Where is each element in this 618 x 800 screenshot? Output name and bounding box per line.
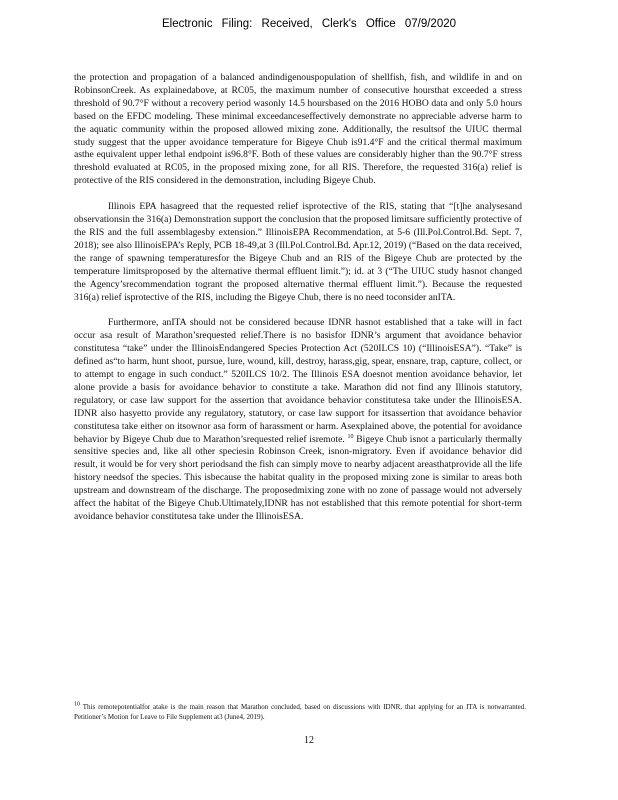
filing-header: Electronic Filing: Received, Clerk's Office 07/9/2020 (161, 18, 457, 30)
paragraph-3-text-after: Bigeye Chub isnot a particularly thermally sensitive species and, like all other speciesin Robinson Creek, isnon-migratory. Even if avoidance behavior did result, it would be for very short periodsand the fish can simply move to nearby adjacent areasthatprovide all the life history needsof the species. This isbecause the habitat quality in the proposed mixing zone is similar to areas both upstream and downstream of the discharge. The proposedmixing zone with no zone of passage would not adversely affect the habitat of the Bigeye Chub.Ultimately,IDNR has not established that this remote potential for short-term avoidance behavior constitutesa take under the IllinoisESA. (74, 433, 522, 522)
paragraph-1: the protection and propagation of a balanced andindigenouspopulation of shellfish, fish, and wildlife in and on RobinsonCreek. As explainedabove, at RC05, the maximum number of consecutive hoursthat exceeded a stress threshold of 90.7°F without a recovery period wasonly 14.5 hoursbased on the 2016 HOBO data and only 5.0 hours based on the EFDC modeling. These minimal exceedanceseffectively demonstrate no appreciable adverse harm to the aquatic community within the proposed allowed mixing zone. Additionally, the resultsof the UIUC thermal study suggest that the upper avoidance temperature for Bigeye Chub is91.4°F and the critical thermal maximum asthe equivalent upper lethal endpoint is96.8°F. Both of these values are considerably higher than the 90.7°F stress threshold evaluated at RC05, in the proposed mixing zone, for all RIS. Therefore, the requested 316(a) relief is protective of the RIS considered in the demonstration, including Bigeye Chub. (74, 72, 522, 187)
document-body (74, 72, 522, 537)
footnote-number: 10 (74, 701, 80, 708)
footnote-reference[interactable]: 10 (347, 433, 354, 440)
page-number: 12 (304, 735, 314, 746)
footnote (74, 702, 526, 722)
paragraph-2: Illinois EPA hasagreed that the requested relief isprotective of the RIS, stating that “[t]he analysesand observationsin the 316(a) Demonstration support the conclusion that the proposed limitsare sufficiently protective of the RIS and the full assemblagesby extension.” IllinoisEPA Recommendation, at 5-6 (Ill.Pol.Control.Bd. Sept. 7, 2018); see also IllinoisEPA’s Reply, PCB 18-49,at 3 (Ill.Pol.Control.Bd. Apr.12, 2019) (“Based on the data received, the range of spawning temperaturesfor the Bigeye Chub and an RIS of the Bigeye Chub are protected by the temperature limitsproposed by the alternative thermal effluent limit.”); id. at 3 (“The UIUC study hasnot changed the Agency’srecommendation togrant the proposed alternative thermal effluent limit.”). Because the requested 316(a) relief isprotective of the RIS, including the Bigeye Chub, there is no need toconsider anITA. (74, 201, 522, 303)
footnote-text: This remotepotentialfor atake is the main reason that Marathon concluded, based on discussions with IDNR, that applying for an ITA is notwarranted. Petitioner’s Motion for Leave to File Supplement at3 (June4, 2019). (74, 703, 526, 721)
paragraph-3-text: Furthermore, anITA should not be considered because IDNR hasnot established that a take will in fact occur asa result of Marathon’srequested relief.There is no basisfor IDNR’s argument that avoidance behavior constitutesa “take” under the IllinoisEndangered Species Protection Act (520ILCS 10) (“IllinoisESA”). “Take” is defined as“to harm, hunt shoot, pursue, lure, wound, kill, destroy, harass,gig, spear, ensnare, trap, capture, collect, or to attempt to engage in such conduct.” 520ILCS 10/2. The Illinois ESA doesnot mention avoidance behavior, let alone provide a basis for avoidance behavior to constitute a take. Marathon did not find any Illinois statutory, regulatory, or case law support for the assertion that avoidance behavior constitutesa take under the IllinoisESA. IDNR also hasyetto provide any regulatory, statutory, or case law support for itsassertion that avoidance behavior constitutesa take either on itsownor asa form of harassment or harm. Asexplained above, the potential for avoidance behavior by Bigeye Chub due to Marathon’srequested relief isremote. (74, 317, 522, 445)
paragraph-3 (74, 317, 522, 524)
